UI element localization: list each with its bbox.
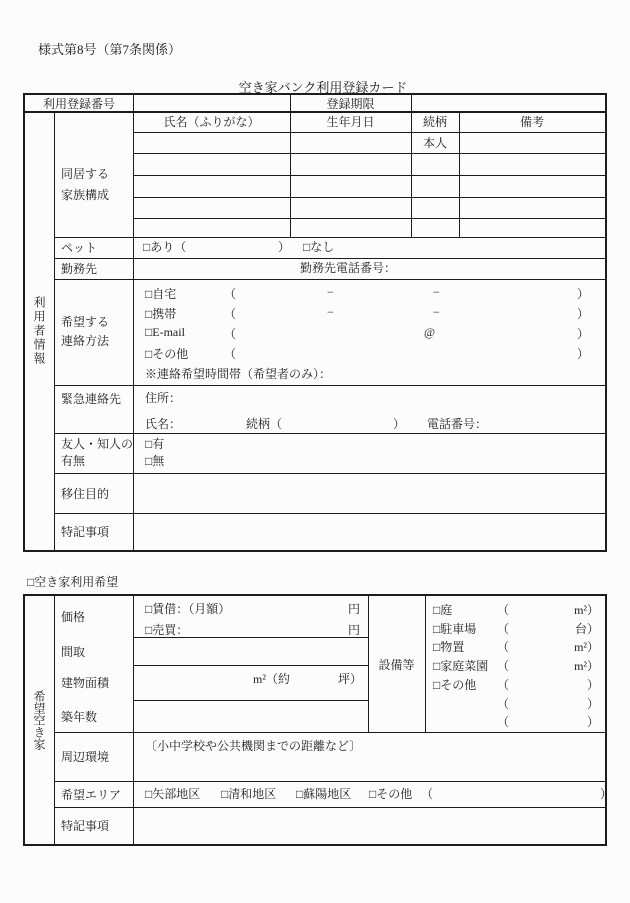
emergency-name-label: 氏名： xyxy=(145,417,182,431)
facility-vegetable-garden-checkbox: □家庭菜園 xyxy=(433,659,489,673)
friends-label: 友人・知人の 有無 xyxy=(61,437,134,468)
facilities-list xyxy=(425,596,605,732)
applicant-info-table xyxy=(23,93,607,552)
facility-parking-checkbox: □駐車場 xyxy=(433,621,477,636)
facility-blank-row: （ ） xyxy=(497,696,599,711)
grid-line xyxy=(133,132,605,133)
contact-method-options xyxy=(133,279,605,385)
price-fields xyxy=(133,596,368,637)
emergency-contact-fields xyxy=(133,385,605,433)
contact-email-checkbox: □E-mail xyxy=(145,325,185,339)
family-header-remarks: 備考 xyxy=(519,115,544,129)
pet-options xyxy=(133,237,605,258)
emergency-address-label: 住所： xyxy=(145,391,182,405)
workplace-label: 勤務先 xyxy=(61,262,98,276)
friends-options xyxy=(133,433,605,473)
area-seiwa-checkbox: □清和地区 xyxy=(221,787,277,801)
contact-other-row: □その他 （ ） xyxy=(145,347,590,361)
registration-number-value-cell xyxy=(133,95,290,111)
special-notes-label-2: 特記事項 xyxy=(61,819,110,833)
environment-label: 周辺環境 xyxy=(61,750,110,764)
environment-hint: 〔小中学校や公共機関までの距離など〕 xyxy=(145,739,362,753)
grid-line xyxy=(133,175,605,176)
contact-mobile-row: □携帯 （ − − ） xyxy=(145,305,590,321)
contact-other-checkbox: □その他 xyxy=(145,347,189,361)
desired-house-table xyxy=(23,594,613,846)
facility-blank-row: （ ） xyxy=(497,715,599,730)
facility-garden-row: □庭 （ m²） xyxy=(433,602,599,617)
desired-area-label: 希望エリア xyxy=(61,787,122,802)
grid-line xyxy=(54,473,605,474)
family-header-name: 氏名（ふりがな） xyxy=(163,115,260,129)
grid-line xyxy=(133,153,605,154)
price-rent-checkbox: □賃借：（月額） xyxy=(145,602,231,616)
migration-purpose-label: 移住目的 xyxy=(61,486,110,501)
special-notes-label: 特記事項 xyxy=(61,525,110,539)
registration-number-label: 利用登録番号 xyxy=(42,96,115,111)
facility-parking-row: □駐車場 （ 台） xyxy=(433,621,599,636)
floor-plan-label: 間取 xyxy=(61,644,86,659)
friends-no-checkbox: □無 xyxy=(145,454,165,468)
facility-vegetable-garden-row: □家庭菜園 （ m²） xyxy=(433,659,599,673)
contact-method-label: 希望する 連絡方法 xyxy=(61,315,110,348)
pet-no-checkbox: □なし xyxy=(303,240,335,254)
facility-storage-row: □物置 （ m²） xyxy=(433,640,599,655)
registration-period-value-cell xyxy=(411,95,605,111)
emergency-address-row xyxy=(133,389,605,403)
area-yabe-checkbox: □矢部地区 xyxy=(145,787,201,801)
facility-storage-checkbox: □物置 xyxy=(433,640,465,655)
building-age-label: 築年数 xyxy=(61,709,98,724)
facility-garden-checkbox: □庭 xyxy=(433,602,453,617)
workplace-phone-label: 勤務先電話番号： xyxy=(300,261,397,275)
grid-line xyxy=(133,218,605,219)
pet-yes-close-paren: ） xyxy=(278,240,291,254)
building-area-unit-left: m²（約 xyxy=(253,672,290,686)
area-other-checkbox: □その他 xyxy=(369,787,413,801)
building-area-label: 建物面積 xyxy=(61,676,110,690)
area-soyo-checkbox: □蘇陽地区 xyxy=(296,787,352,801)
contact-time-note: ※連絡希望時間帯（希望者のみ）： xyxy=(145,367,332,381)
price-buy-checkbox: □売買： xyxy=(145,623,189,637)
emergency-tel-label: 電話番号： xyxy=(427,417,488,431)
emergency-contact-label: 緊急連絡先 xyxy=(61,392,122,406)
grid-line xyxy=(54,732,605,733)
price-label: 価格 xyxy=(61,610,86,624)
pet-yes-checkbox: □あり（ xyxy=(143,240,187,254)
grid-line xyxy=(133,700,368,701)
facility-other-row: □その他 （ ） xyxy=(433,677,599,692)
building-area-field xyxy=(133,665,368,700)
family-header-birthdate: 生年月日 xyxy=(326,115,375,129)
facilities-label: 設備等 xyxy=(378,657,415,672)
facility-other-checkbox: □その他 xyxy=(433,677,477,692)
desired-area-options: □矢部地区 □清和地区 □蘇陽地区 □その他 （ ） xyxy=(133,781,605,807)
phone-dash: − xyxy=(327,305,334,319)
contact-mobile-checkbox: □携帯 xyxy=(145,307,177,321)
contact-home-checkbox: □自宅 xyxy=(145,287,177,301)
side-label-desired-house: 希望空き家 xyxy=(32,690,46,750)
family-structure-label: 同居する 家族構成 xyxy=(61,166,110,202)
friends-yes-checkbox: □有 xyxy=(145,437,165,451)
contact-email-row: □E-mail （ @ ） xyxy=(145,325,590,341)
price-buy-unit: 円 xyxy=(347,623,360,637)
grid-line xyxy=(54,513,605,514)
workplace-field xyxy=(133,258,605,279)
phone-dash: − xyxy=(433,305,440,319)
phone-dash: − xyxy=(433,285,440,299)
grid-line xyxy=(133,197,605,198)
side-label-applicant-info: 利用者情報 xyxy=(32,295,46,366)
building-area-unit-right: 坪） xyxy=(338,672,363,686)
section-vacant-house-request: □空き家利用希望 xyxy=(27,575,119,589)
emergency-relation-label: 続柄（ xyxy=(246,417,283,431)
family-row-self-relationship: 本人 xyxy=(422,136,447,150)
price-rent-unit: 円 xyxy=(347,602,360,616)
grid-line xyxy=(54,807,605,808)
page-title: 空き家バンク利用登録カード xyxy=(238,80,408,95)
form-number: 様式第8号（第7条関係） xyxy=(38,42,182,57)
family-header-relationship: 続柄 xyxy=(422,115,447,129)
email-at-sign: @ xyxy=(424,325,436,339)
price-rent-row xyxy=(133,600,368,614)
pet-label: ペット xyxy=(61,241,98,255)
contact-home-row: □自宅 （ − − ） xyxy=(145,285,590,301)
emergency-name-row: 氏名： 続柄（ ） 電話番号： xyxy=(145,417,488,431)
registration-period-label: 登録期限 xyxy=(326,96,375,111)
phone-dash: − xyxy=(327,285,334,299)
price-buy-row xyxy=(133,621,368,635)
